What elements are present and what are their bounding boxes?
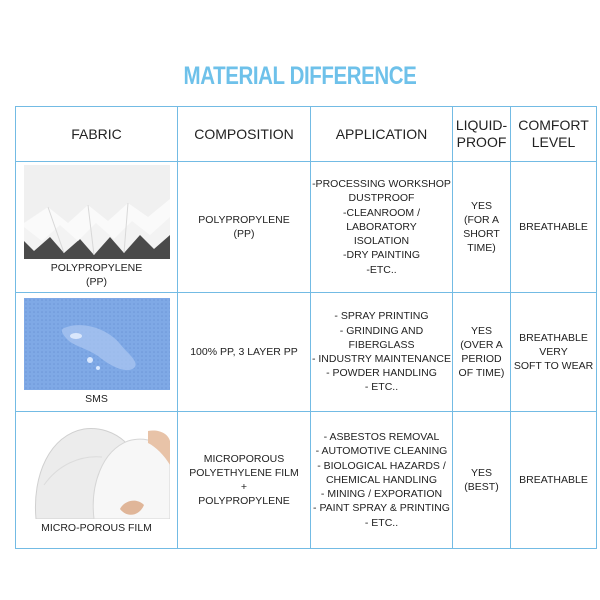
application-line: FIBERGLASS bbox=[348, 338, 415, 351]
liquid-proof-cell bbox=[453, 293, 511, 412]
liquid-proof-cell bbox=[453, 412, 511, 549]
fabric-name bbox=[16, 261, 177, 289]
composition-cell bbox=[178, 293, 311, 412]
fabric-name-line: POLYPROPYLENE bbox=[50, 262, 143, 274]
comfort-line: SOFT TO WEAR bbox=[513, 360, 594, 373]
comfort-line: BREATHABLE bbox=[519, 220, 588, 233]
composition-cell bbox=[178, 412, 311, 549]
material-table bbox=[15, 106, 597, 549]
table-row bbox=[16, 162, 597, 293]
header-text: COMFORT bbox=[518, 117, 589, 133]
liquid-proof-line: (OVER A bbox=[460, 338, 503, 351]
header-application: APPLICATION bbox=[311, 107, 453, 162]
comfort-line: BREATHABLE bbox=[519, 331, 588, 344]
fabric-cell bbox=[16, 162, 178, 293]
application-line: -CLEANROOM / bbox=[342, 206, 420, 219]
composition-line: POLYPROPYLENE bbox=[198, 495, 290, 508]
comfort-cell bbox=[511, 293, 597, 412]
application-line: - PAINT SPRAY & PRINTING bbox=[313, 502, 450, 515]
composition-line: POLYETHYLENE FILM bbox=[189, 466, 299, 479]
header-text: LEVEL bbox=[531, 134, 576, 150]
header-composition: COMPOSITION bbox=[178, 107, 311, 162]
application-line: - SPRAY PRINTING bbox=[334, 310, 429, 323]
liquid-proof-line: (FOR A bbox=[463, 213, 499, 226]
composition-line: POLYPROPYLENE bbox=[198, 213, 290, 226]
application-line: CHEMICAL HANDLING bbox=[325, 473, 438, 486]
header-comfort-level bbox=[511, 107, 597, 162]
microporous-film-image bbox=[24, 425, 170, 519]
liquid-proof-line: TIME) bbox=[467, 242, 496, 255]
composition-cell bbox=[178, 162, 311, 293]
comfort-line: BREATHABLE bbox=[519, 473, 588, 486]
application-cell bbox=[311, 162, 453, 293]
liquid-proof-line: OF TIME) bbox=[458, 367, 505, 380]
fabric-cell bbox=[16, 293, 178, 412]
fabric-name bbox=[16, 521, 177, 535]
table-row bbox=[16, 293, 597, 412]
application-line: - POWDER HANDLING bbox=[326, 367, 437, 380]
application-line: DUSTPROOF bbox=[348, 192, 415, 205]
application-line: - ETC.. bbox=[364, 516, 399, 529]
header-text: PROOF bbox=[456, 134, 507, 150]
liquid-proof-line: YES bbox=[470, 324, 492, 337]
comfort-cell bbox=[511, 412, 597, 549]
comfort-cell bbox=[511, 162, 597, 293]
fabric-name-line: (PP) bbox=[86, 276, 107, 288]
application-line: ISOLATION bbox=[353, 235, 410, 248]
application-cell bbox=[311, 412, 453, 549]
fabric-name-line: SMS bbox=[85, 393, 108, 405]
application-line: - INDUSTRY MAINTENANCE bbox=[311, 353, 452, 365]
application-line: - ETC.. bbox=[364, 381, 399, 394]
liquid-proof-line: YES bbox=[470, 466, 492, 479]
header-fabric: FABRIC bbox=[16, 107, 178, 162]
application-line: -PROCESSING WORKSHOP bbox=[312, 178, 451, 191]
fabric-cell bbox=[16, 412, 178, 549]
application-cell bbox=[311, 293, 453, 412]
application-line: - ASBESTOS REMOVAL bbox=[323, 431, 440, 444]
liquid-proof-line: (BEST) bbox=[464, 481, 499, 493]
fabric-name bbox=[16, 392, 177, 406]
comfort-line: VERY bbox=[539, 345, 568, 358]
fabric-name-line: MICRO-POROUS FILM bbox=[41, 522, 152, 534]
composition-line: + bbox=[240, 481, 248, 493]
liquid-proof-line: PERIOD bbox=[461, 353, 502, 365]
application-line: - BIOLOGICAL HAZARDS / bbox=[317, 459, 446, 472]
pp-fabric-image bbox=[24, 165, 170, 259]
application-line: - GRINDING AND bbox=[339, 324, 424, 337]
page-title: MATERIAL DIFFERENCE bbox=[183, 62, 417, 90]
header-liquid-proof bbox=[453, 107, 511, 162]
application-line: - MINING / EXPORATION bbox=[320, 488, 443, 501]
application-line: -ETC.. bbox=[366, 263, 397, 276]
table-row bbox=[16, 412, 597, 549]
application-line: LABORATORY bbox=[346, 220, 417, 233]
liquid-proof-line: YES bbox=[470, 199, 492, 212]
liquid-proof-cell bbox=[453, 162, 511, 293]
composition-line: MICROPOROUS bbox=[203, 452, 285, 465]
sms-fabric-image bbox=[24, 298, 170, 390]
liquid-proof-line: SHORT bbox=[463, 228, 500, 240]
header-text: LIQUID- bbox=[455, 117, 508, 133]
composition-line: 100% PP, 3 LAYER PP bbox=[190, 345, 298, 358]
application-line: -DRY PAINTING bbox=[342, 249, 420, 262]
application-line: - AUTOMOTIVE CLEANING bbox=[315, 445, 448, 458]
composition-line: (PP) bbox=[233, 228, 255, 240]
